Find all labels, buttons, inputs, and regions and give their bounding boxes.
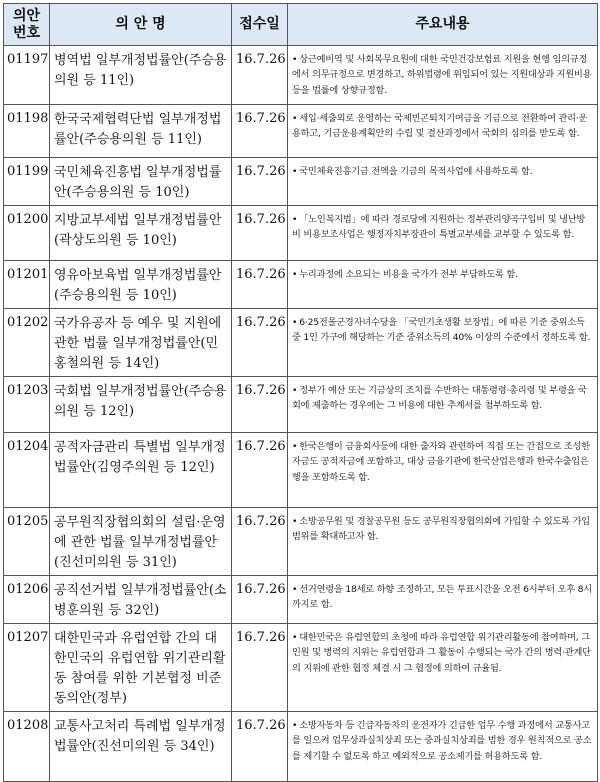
table-row <box>4 433 598 508</box>
bill-title: 공직선거법 일부개정법률안(소병훈의원 등 32인) <box>50 576 232 624</box>
bill-summary-text: 국민체육진흥기금 전액을 기금의 목적사업에 사용하도록 함. <box>299 166 533 177</box>
bill-title: 한국국제협력단법 일부개정법률안(주승용의원 등 11인) <box>50 105 232 158</box>
header-title: 의 안 명 <box>50 4 232 46</box>
bill-summary-text: 「노인복지법」에 따라 경로당에 지원하는 정부관리양곡구입비 및 냉난방비 비용보조사업은 행정자치부장관이 특별교부세를 교부할 수 있도록 함. <box>292 214 586 241</box>
bill-number: 01198 <box>4 105 50 158</box>
header-date: 접수일 <box>232 4 288 46</box>
table-row <box>4 377 598 433</box>
bill-number: 01199 <box>4 158 50 206</box>
table-row <box>4 206 598 261</box>
bill-title: 국회법 일부개정법률안(주승용의원 등 12인) <box>50 377 232 433</box>
bullet-icon: • <box>292 584 298 595</box>
table-row <box>4 105 598 158</box>
bullet-icon: • <box>292 720 298 731</box>
header-number: 의안 번호 <box>4 4 50 46</box>
bill-summary <box>288 624 598 712</box>
bill-summary <box>288 158 598 206</box>
bullet-icon: • <box>292 385 298 396</box>
receipt-date: 16.7.26 <box>232 377 288 433</box>
bill-summary-text: 한국은행이 금융회사등에 대한 출자와 관련하여 직접 또는 간접으로 조성한 자금도 공적자금에 포함하고, 대상 금융기관에 한국산업은행과 한국수출입은행을 포함하도록 함. <box>292 441 590 483</box>
table-row <box>4 712 598 782</box>
bill-summary <box>288 206 598 261</box>
bullet-icon: • <box>292 441 298 452</box>
bill-summary-text: 세입·세출외로 운영하는 국제빈곤퇴치기여금을 기금으로 전환하여 관리·운용하고, 기금운용계획안의 수립 및 결산과정에서 국회의 심의를 받도록 함. <box>292 113 588 140</box>
table-row <box>4 46 598 105</box>
bill-summary <box>288 712 598 782</box>
bill-summary <box>288 261 598 309</box>
bullet-icon: • <box>292 214 298 225</box>
bill-title: 국민체육진흥법 일부개정법률안(주승용의원 등 10인) <box>50 158 232 206</box>
table-row <box>4 576 598 624</box>
bill-summary-text: 정부가 예산 또는 기금상의 조치를 수반하는 대통령령·총리령 및 부령을 국회에 제출하는 경우에는 그 비용에 대한 추계서를 첨부하도록 함. <box>292 385 587 412</box>
receipt-date: 16.7.26 <box>232 261 288 309</box>
bullet-icon: • <box>292 516 298 527</box>
bullet-icon: • <box>292 632 298 643</box>
receipt-date: 16.7.26 <box>232 624 288 712</box>
bullet-icon: • <box>292 166 298 177</box>
bill-table <box>3 3 598 782</box>
receipt-date: 16.7.26 <box>232 46 288 105</box>
bill-title: 병역법 일부개정법률안(주승용의원 등 11인) <box>50 46 232 105</box>
bill-summary-text: 선거연령을 18세로 하향 조정하고, 모든 투표시간을 오전 6시부터 오후 8시까지로 함. <box>292 584 592 611</box>
bill-title: 교통사고처리 특례법 일부개정법률안(진선미의원 등 34인) <box>50 712 232 782</box>
receipt-date: 16.7.26 <box>232 206 288 261</box>
bill-number: 01204 <box>4 433 50 508</box>
bill-title: 대한민국과 유럽연합 간의 대한민국의 유럽연합 위기관리활동 참여를 위한 기본협정 비준동의안(정부) <box>50 624 232 712</box>
bill-summary <box>288 576 598 624</box>
bill-summary <box>288 377 598 433</box>
bill-number: 01201 <box>4 261 50 309</box>
table-row <box>4 261 598 309</box>
bill-summary <box>288 46 598 105</box>
bullet-icon: • <box>292 269 298 280</box>
bill-title: 지방교부세법 일부개정법률안(곽상도의원 등 10인) <box>50 206 232 261</box>
bill-number: 01197 <box>4 46 50 105</box>
bill-summary-text: 대한민국은 유럽연합의 초청에 따라 유럽연합 위기관리활동에 참여하며, 그 인원 및 병력의 지위는 유럽연합과 그 활동이 수행되는 국가 간의 병력·관계단의 지위에 관한 협정 체결 시 그 협정에 의하여 규율됨. <box>292 632 591 674</box>
bill-summary-text: 누리과정에 소요되는 비용을 국가가 전부 부담하도록 함. <box>299 269 518 280</box>
bullet-icon: • <box>292 317 298 328</box>
bill-number: 01203 <box>4 377 50 433</box>
receipt-date: 16.7.26 <box>232 712 288 782</box>
bill-summary-text: 소방공무원 및 경찰공무원 등도 공무원직장협의회에 가입할 수 있도록 가입범위를 확대하고자 함. <box>292 516 590 543</box>
bill-table-container <box>3 3 597 782</box>
table-body <box>4 46 598 782</box>
bill-number: 01206 <box>4 576 50 624</box>
table-row <box>4 508 598 576</box>
header-content: 주요내용 <box>288 4 598 46</box>
bill-summary-text: 상근예비역 및 사회복무요원에 대한 국민건강보험료 지원을 현행 임의규정에서 의무규정으로 변경하고, 하위법령에 위임되어 있는 지원대상과 지원비용 등을 법률에 상향규정함. <box>292 54 592 96</box>
bill-number: 01207 <box>4 624 50 712</box>
receipt-date: 16.7.26 <box>232 508 288 576</box>
receipt-date: 16.7.26 <box>232 158 288 206</box>
header-row <box>4 4 598 46</box>
receipt-date: 16.7.26 <box>232 105 288 158</box>
bill-number: 01200 <box>4 206 50 261</box>
bill-summary-text: 소방자동차 등 긴급자동차의 운전자가 긴급한 업무 수행 과정에서 교통사고를 일으켜 업무상과실치상죄 또는 중과실치상죄를 범한 경우 원칙적으로 공소를 제기할 수 없도록 하고 예외적으로 공소제기를 허용하도록 함. <box>292 720 592 762</box>
bill-summary <box>288 433 598 508</box>
table-row <box>4 158 598 206</box>
bill-number: 01205 <box>4 508 50 576</box>
bill-number: 01208 <box>4 712 50 782</box>
receipt-date: 16.7.26 <box>232 433 288 508</box>
bullet-icon: • <box>292 54 298 65</box>
bill-summary <box>288 508 598 576</box>
receipt-date: 16.7.26 <box>232 309 288 377</box>
bill-title: 영유아보육법 일부개정법률안(주승용의원 등 10인) <box>50 261 232 309</box>
bill-summary-text: 6·25전몰군경자녀수당을 「국민기초생활 보장법」에 따른 기준 중위소득 중 1인 가구에 해당하는 기준 중위소득의 40% 이상의 수준에서 정하도록 함. <box>292 317 591 344</box>
bill-summary <box>288 309 598 377</box>
table-row <box>4 309 598 377</box>
bill-summary <box>288 105 598 158</box>
bill-title: 국가유공자 등 예우 및 지원에 관한 법률 일부개정법률안(민홍철의원 등 14인) <box>50 309 232 377</box>
bill-title: 공무원직장협의회의 설립·운영에 관한 법률 일부개정법률안(진선미의원 등 31인) <box>50 508 232 576</box>
table-row <box>4 624 598 712</box>
receipt-date: 16.7.26 <box>232 576 288 624</box>
bill-title: 공적자금관리 특별법 일부개정법률안(김영주의원 등 12인) <box>50 433 232 508</box>
bill-number: 01202 <box>4 309 50 377</box>
bullet-icon: • <box>292 113 298 124</box>
